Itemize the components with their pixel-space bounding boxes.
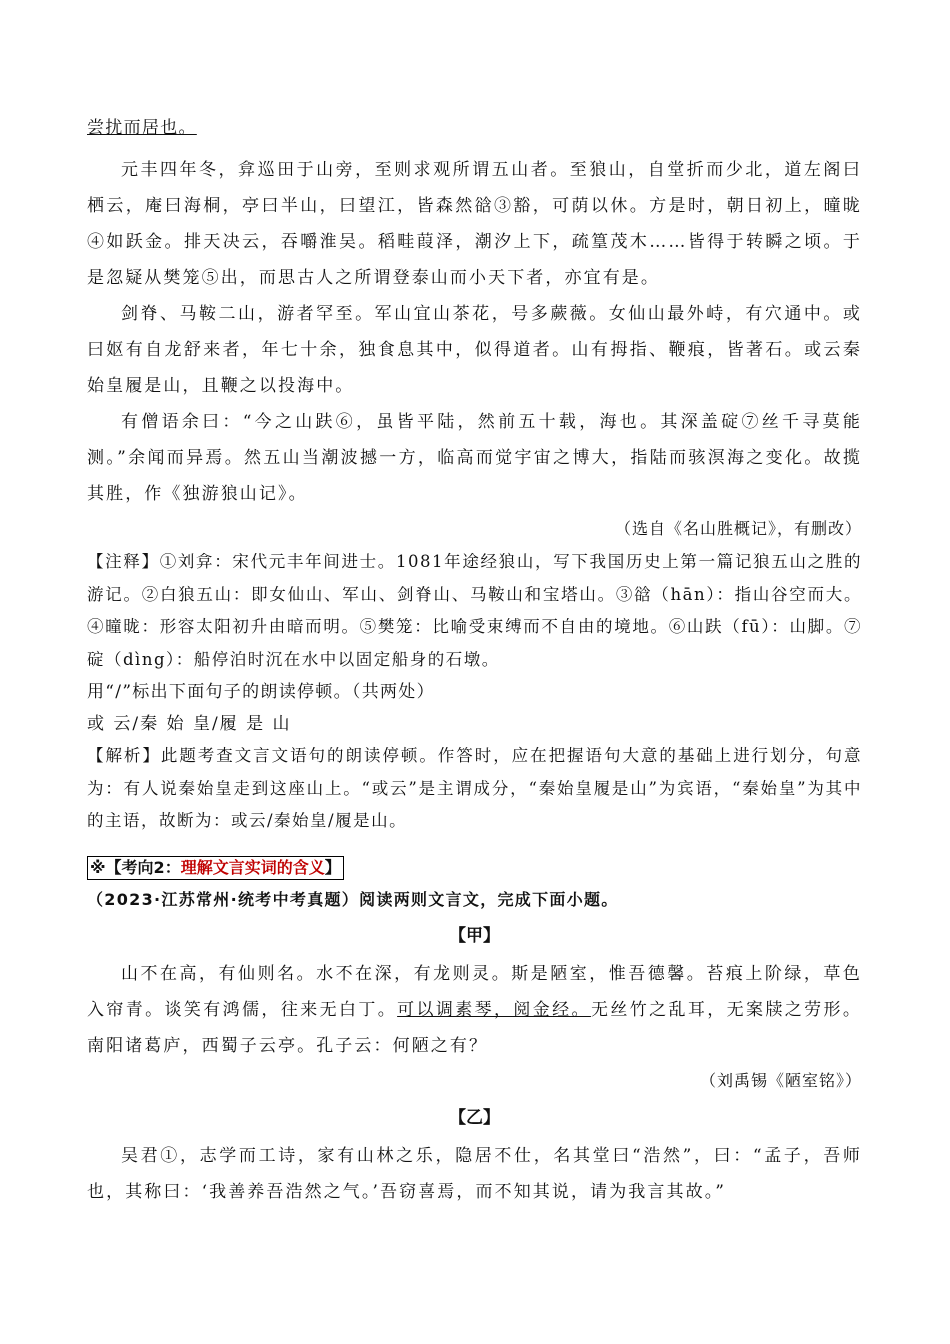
jia-text-b: 无丝竹之乱耳，无案牍之劳形。南阳诸葛庐，西蜀子云亭。孔子云：何陋之有？ — [87, 999, 862, 1056]
jia-underlined: 可以调素琴，阅金经。 — [397, 999, 591, 1020]
paragraph-3: 有僧语余曰：“今之山趺⑥，虽皆平陆，然前五十载，海也。其深盖碇⑦丝千寻莫能测。”余闻而异焉。然五山当潮波撼一方，临高而觉宇宙之博大，指陆而骇溟海之变化。故揽其胜，作《独游狼山记》。 — [87, 412, 862, 504]
yi-title: 【乙】 — [449, 1107, 500, 1128]
text-fragment: 尝扰而居也。 — [87, 118, 197, 138]
section-heading — [87, 856, 344, 880]
analysis-text: 【解析】此题考查文言文语句的朗读停顿。作答时，应在把握语句大意的基础上进行划分，句意为：有人说秦始皇走到这座山上。“或云”是主谓成分，“秦始皇履是山”为宾语，“秦始皇”为其中的主语，故断为：或云/秦始皇/履是山。 — [87, 746, 862, 830]
document-page — [87, 112, 862, 1210]
paragraph-2: 剑脊、马鞍二山，游者罕至。军山宜山茶花，号多蕨薇。女仙山最外峙，有穴通中。或曰妪有自龙舒来者，年七十余，独食息其中，似得道者。山有拇指、鞭痕，皆著石。或云秦始皇履是山，且鞭之以投海中。 — [87, 304, 862, 396]
section-title: 理解文言实词的含义 — [180, 857, 325, 877]
source-citation: （选自《名山胜概记》，有删改） — [614, 519, 862, 538]
question-text: 用“/”标出下面句子的朗读停顿。（共两处） — [87, 682, 435, 702]
jia-text-a: 山不在高，有仙则名。水不在深，有龙则灵。斯是陋室，惟吾德馨。苔痕上阶绿，草色入帘青。谈笑有鸿儒，往来无白丁。 — [87, 963, 862, 1020]
exam-intro: （2023·江苏常州·统考中考真题）阅读两则文言文，完成下面小题。 — [87, 889, 619, 909]
annotation-notes: 【注释】①刘弇：宋代元丰年间进士。1081年途经狼山，写下我国历史上第一篇记狼五山之胜的游记。②白狼五山：即女仙山、军山、剑脊山、马鞍山和宝塔山。③谽（hān）：指山谷空而大。④曈昽：形容太阳初升由暗而明。⑤樊笼：比喻受束缚而不自由的境地。⑥山趺（fū）：山脚。⑦碇（dìng）：船停泊时沉在水中以固定船身的石墩。 — [87, 552, 862, 669]
yi-paragraph: 吴君①，志学而工诗，家有山林之乐，隐居不仕，名其堂曰“浩然”，曰：“孟子，吾师也，其称曰：‘我善养吾浩然之气。’吾窃喜焉，而不知其说，请为我言其故。” — [87, 1145, 862, 1202]
paragraph-1: 元丰四年冬，弇巡田于山旁，至则求观所谓五山者。至狼山，自堂折而少北，道左阁曰栖云，庵曰海桐，亭曰半山，曰望江，皆森然谽③豁，可荫以休。方是时，朝日初上，曈昽④如跃金。排天决云，吞嚼淮吴。稻畦葭泽，潮汐上下，疏篁茂木……皆得于转瞬之顷。于是忽疑从樊笼⑤出，而思古人之所谓登泰山而小天下者，亦宜有是。 — [87, 160, 862, 288]
answer-line: 或 云/秦 始 皇/履 是 山 — [87, 714, 292, 734]
jia-title: 【甲】 — [449, 925, 500, 946]
section-prefix: ※【考向2： — [90, 857, 181, 877]
section-suffix: 】 — [324, 857, 341, 877]
jia-paragraph — [87, 956, 862, 1064]
source-citation-2: （刘禹锡《陋室铭》） — [699, 1070, 862, 1090]
